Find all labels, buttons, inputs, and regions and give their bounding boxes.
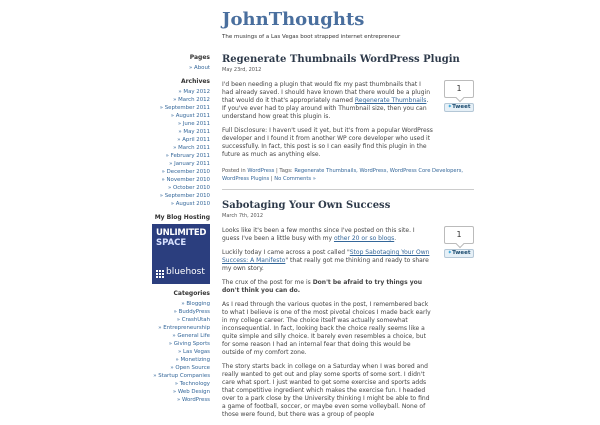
text: I'd been needing a plugin that would fix my past thumbnails that I had already saved. I should have known that there would be a plugin that would do it that's appropriately named [222, 81, 431, 104]
category-link[interactable]: » Web Design [172, 389, 210, 395]
site-description: The musings of a Las Vegas boot strapped internet entrepreneur [222, 34, 401, 40]
category-link[interactable]: » Las Vegas [178, 349, 210, 355]
pages-heading: Pages [189, 54, 210, 61]
categories-widget [150, 290, 210, 404]
bold-quote: Don't be afraid to try things you don't think you can do. [222, 279, 423, 294]
text: Looks like it's been a few months since I've posted on this site. I guess I've been a little busy with my [222, 227, 415, 242]
text: Luckily today I came across a post called " [222, 249, 350, 256]
text: . If you've ever had to play around with Thumbnail size, then you can understand how great this plugin is. [222, 97, 429, 120]
tweet-button[interactable] [444, 103, 474, 112]
category-link[interactable]: » BuddyPress [173, 309, 210, 315]
archive-link[interactable]: » September 2010 [159, 193, 210, 199]
paragraph [222, 279, 434, 295]
tweet-label: Tweet [452, 104, 471, 110]
archive-link[interactable]: » November 2010 [161, 177, 210, 183]
vote-count[interactable]: 1 [444, 80, 474, 98]
twitter-bird-icon: ✦ [447, 250, 453, 256]
archive-link[interactable]: » August 2010 [170, 201, 210, 207]
text: The crux of the post for me is [222, 279, 313, 286]
hosting-widget [150, 214, 210, 284]
paragraph: The story starts back in college on a Saturday when I was bored and really wanted to get out and play some sports of some sort. I didn't care what sport. I just wanted to get some exercise and sports adds that competitive ingredient which makes the exercise fun. I headed over to a park close by the University thinking I might be able to find a game of football, soccer, or maybe even some volleyball. None of those were found, but there was a group of people [222, 363, 430, 418]
archive-link[interactable]: » May 2012 [178, 89, 210, 95]
bluehost-grid-icon [156, 270, 164, 278]
site-header [222, 9, 582, 40]
post-date: May 23rd, 2012 [222, 67, 262, 73]
post-body [222, 227, 434, 419]
archive-link[interactable]: » December 2010 [161, 169, 210, 175]
vote-widget [444, 226, 474, 258]
post-sabotaging-success [222, 200, 474, 419]
sidebar [150, 54, 210, 410]
manifesto-link[interactable]: Stop Sabotaging Your Own Success: A Manifesto [222, 249, 430, 264]
text: " that really got me thinking and ready to share my own story. [222, 257, 429, 272]
post-title[interactable]: Regenerate Thumbnails WordPress Plugin [222, 54, 460, 65]
paragraph [222, 227, 434, 243]
paragraph [222, 81, 434, 121]
category-link[interactable]: » Startup Companies [153, 373, 210, 379]
other-blogs-link[interactable]: other 20 or so blogs [333, 235, 395, 242]
banner-subline: SPACE [156, 238, 187, 248]
post-regenerate-thumbnails [222, 54, 474, 190]
category-link[interactable]: » Monetizing [175, 357, 210, 363]
post-meta [222, 167, 474, 190]
archive-link[interactable]: » April 2011 [177, 137, 210, 143]
tweet-label: Tweet [452, 250, 471, 256]
tags-label: | Tags: [274, 168, 295, 174]
posted-in-label: Posted in [222, 168, 248, 174]
vote-count[interactable]: 1 [444, 226, 474, 244]
sidebar-page-link[interactable]: » About [189, 65, 210, 71]
post-body [222, 81, 434, 159]
pages-widget [150, 54, 210, 72]
category-link[interactable]: WordPress [247, 168, 275, 174]
categories-heading: Categories [173, 290, 210, 297]
archive-link[interactable]: » June 2011 [177, 121, 210, 127]
category-link[interactable]: » Open Source [170, 365, 210, 371]
regenerate-thumbnails-link[interactable]: Regenerate Thumbnails [354, 97, 427, 104]
site-title[interactable]: JohnThoughts [222, 9, 365, 30]
archive-link[interactable]: » September 2011 [159, 105, 210, 111]
archive-link[interactable]: » March 2011 [173, 145, 210, 151]
category-link[interactable]: » Technology [174, 381, 210, 387]
archive-link[interactable]: » May 2011 [178, 129, 210, 135]
category-link[interactable]: » General Life [172, 333, 210, 339]
archives-heading: Archives [180, 78, 210, 85]
paragraph [222, 249, 434, 273]
post-title[interactable]: Sabotaging Your Own Success [222, 200, 391, 211]
tag-links[interactable]: Regenerate Thumbnails, WordPress, WordPress Core Developers, WordPress Plugins [222, 168, 464, 182]
separator: | [269, 176, 275, 182]
category-link[interactable]: » Giving Sports [168, 341, 210, 347]
text: . [394, 235, 397, 242]
banner-headline: UNLIMITED [156, 228, 207, 238]
main-content [222, 54, 474, 425]
comments-link[interactable]: No Comments » [274, 176, 316, 182]
category-link[interactable]: » WordPress [176, 397, 210, 403]
vote-widget [444, 80, 474, 112]
tweet-button[interactable] [444, 249, 474, 258]
twitter-bird-icon: ✦ [447, 104, 453, 110]
category-link[interactable]: » Blogging [181, 301, 210, 307]
post-date: March 7th, 2012 [222, 213, 264, 219]
archive-link[interactable]: » February 2011 [165, 153, 210, 159]
paragraph: Full Disclosure: I haven't used it yet, but it's from a popular WordPress developer and I found it from another WP core developer who used it successfully. In fact, this post is so I can easily find this plugin in the future as much as anything else. [222, 127, 433, 158]
archives-widget [150, 78, 210, 208]
hosting-heading: My Blog Hosting [154, 214, 210, 221]
category-link[interactable]: » CrashUtah [176, 317, 210, 323]
category-link[interactable]: » Entrepreneurship [158, 325, 210, 331]
bluehost-logo: bluehost [166, 267, 205, 277]
archive-link[interactable]: » January 2011 [169, 161, 210, 167]
archive-link[interactable]: » March 2012 [173, 97, 210, 103]
paragraph: As I read through the various quotes in the post, I remembered back to what I believe is one of the most pivotal choices I made back early in my college career. The choice itself was actually somewhat inconsequential. In fact, looking back the choice really seems like a quite simple and silly choice. It barely even resembles a choice, but for some reason I had an internal fear that doing this would be outside of my comfort zone. [222, 301, 431, 356]
bluehost-banner[interactable] [152, 224, 210, 284]
archive-link[interactable]: » August 2011 [170, 113, 210, 119]
archive-link[interactable]: » October 2010 [167, 185, 210, 191]
